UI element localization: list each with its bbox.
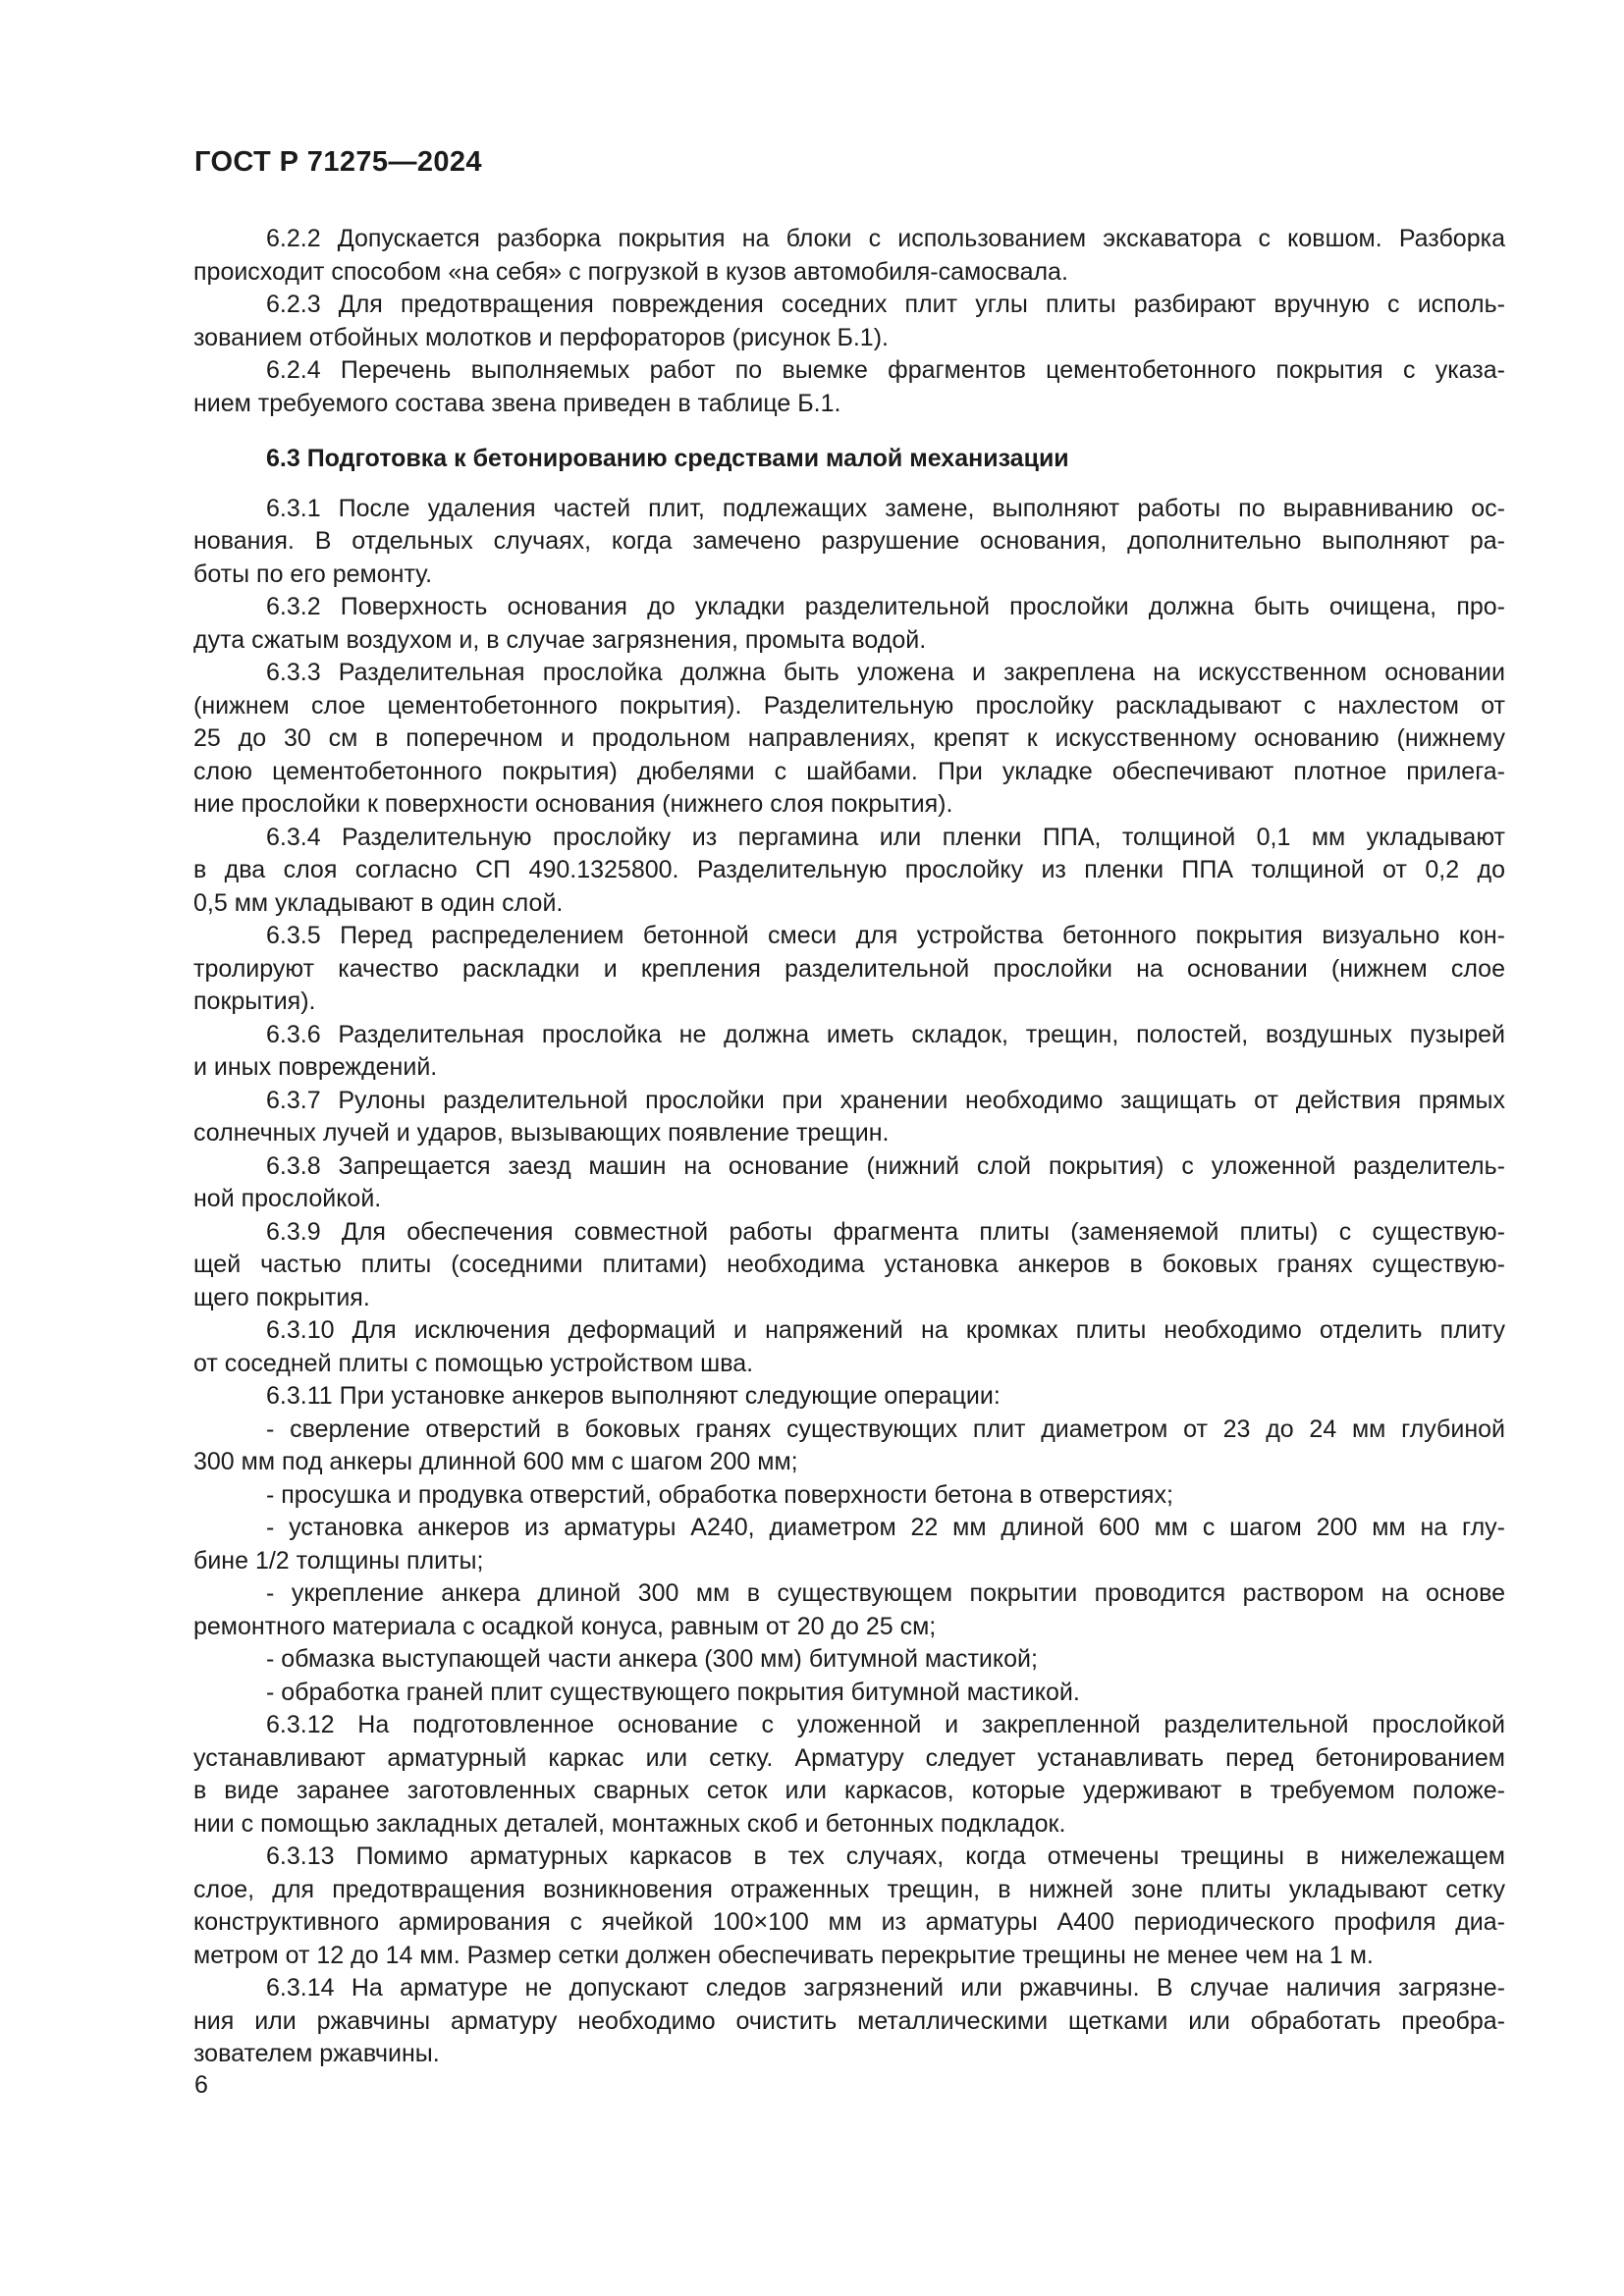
text-line: зователем ржавчины. bbox=[193, 2040, 440, 2067]
text-line: 6.2.4 Перечень выполняемых работ по выемке фрагментов цементобетонного покрытия с указа- bbox=[266, 356, 1505, 384]
section-heading: 6.3 Подготовка к бетонированию средствами малой механизации bbox=[266, 445, 1069, 472]
list-item-line: бине 1/2 толщины плиты; bbox=[193, 1546, 484, 1575]
text-line: слое, для предотвращения возникновения отраженных трещин, в нижней зоне плиты укладывают сетку bbox=[193, 1875, 1505, 1903]
text-line: 6.3.10 Для исключения деформаций и напряжений на кромках плиты необходимо отделить плиту bbox=[266, 1316, 1505, 1344]
list-item-line: - просушка и продувка отверстий, обработка поверхности бетона в отверстиях; bbox=[266, 1480, 1173, 1509]
text-line: солнечных лучей и ударов, вызывающих появление трещин. bbox=[193, 1119, 890, 1147]
running-header: ГОСТ Р 71275—2024 bbox=[194, 146, 482, 178]
text-line: слою цементобетонного покрытия) дюбелями с шайбами. При укладке обеспечивают плотное прилега- bbox=[193, 757, 1505, 785]
text-line: нии с помощью закладных деталей, монтажных скоб и бетонных подкладок. bbox=[193, 1809, 1066, 1838]
list-item-line: ремонтного материала с осадкой конуса, равным от 20 до 25 см; bbox=[193, 1612, 937, 1640]
text-line: в два слоя согласно СП 490.1325800. Разделительную прослойку из пленки ППА толщиной от 0,2 до bbox=[193, 856, 1505, 883]
text-line: 0,5 мм укладывают в один слой. bbox=[193, 888, 564, 917]
text-line: 6.3.5 Перед распределением бетонной смеси для устройства бетонного покрытия визуально кон- bbox=[266, 922, 1505, 949]
text-line: 6.3.1 После удаления частей плит, подлежащих замене, выполняют работы по выравниванию ос- bbox=[266, 494, 1505, 522]
text-line: 6.3.4 Разделительную прослойку из пергамина или пленки ППА, толщиной 0,1 мм укладывают bbox=[266, 823, 1505, 851]
text-line: метром от 12 до 14 мм. Размер сетки должен обеспечивать перекрытие трещины не менее чем на 1 м. bbox=[193, 1941, 1374, 1969]
text-line: покрытия). bbox=[193, 988, 316, 1015]
text-line: щего покрытия. bbox=[193, 1283, 370, 1311]
text-line: 6.3.8 Запрещается заезд машин на основание (нижний слой покрытия) с уложенной разделитель- bbox=[266, 1151, 1505, 1180]
text-line: происходит способом «на себя» с погрузкой в кузов автомобиля-самосвала. bbox=[193, 257, 1068, 286]
text-line: и иных повреждений. bbox=[193, 1053, 438, 1081]
text-line: 6.3.12 На подготовленное основание с уложенной и закрепленной разделительной прослойкой bbox=[266, 1711, 1505, 1738]
text-line: (нижнем слое цементобетонного покрытия). Разделительную прослойку раскладывают с нахлестом от bbox=[193, 691, 1505, 720]
text-line: конструктивного армирования с ячейкой 100×100 мм из арматуры А400 периодического профиля диа- bbox=[193, 1908, 1505, 1936]
text-line: дута сжатым воздухом и, в случае загрязнения, промыта водой. bbox=[193, 625, 927, 654]
text-line: 6.3.11 При установке анкеров выполняют следующие операции: bbox=[266, 1382, 1001, 1410]
list-item-line: 300 мм под анкеры длинной 600 мм с шагом 200 мм; bbox=[193, 1448, 798, 1475]
text-line: щей частью плиты (соседними плитами) необходима установка анкеров в боковых гранях существую- bbox=[193, 1251, 1505, 1278]
document-body bbox=[193, 223, 1505, 2071]
text-line: 6.3.6 Разделительная прослойка не должна иметь складок, трещин, полостей, воздушных пузырей bbox=[266, 1020, 1505, 1048]
text-line: нием требуемого состава звена приведен в таблице Б.1. bbox=[193, 389, 841, 417]
text-line: от соседней плиты с помощью устройством шва. bbox=[193, 1349, 754, 1377]
text-line: устанавливают арматурный каркас или сетку. Арматуру следует устанавливать перед бетонированием bbox=[193, 1743, 1505, 1772]
text-line: тролируют качество раскладки и крепления разделительной прослойки на основании (нижнем слое bbox=[193, 954, 1505, 983]
text-line: 6.3.2 Поверхность основания до укладки разделительной прослойки должна быть очищена, про- bbox=[266, 593, 1505, 620]
text-line: ной прослойкой. bbox=[193, 1185, 382, 1212]
text-line: 6.2.3 Для предотвращения повреждения соседних плит углы плиты разбирают вручную с исполь- bbox=[266, 291, 1505, 318]
list-item-line: - обработка граней плит существующего покрытия битумной мастикой. bbox=[266, 1678, 1080, 1706]
text-line: зованием отбойных молотков и перфораторов (рисунок Б.1). bbox=[193, 323, 889, 351]
text-line: боты по его ремонту. bbox=[193, 560, 433, 588]
text-line: 6.3.3 Разделительная прослойка должна быть уложена и закреплена на искусственном основании bbox=[266, 659, 1505, 686]
text-line: ние прослойки к поверхности основания (нижнего слоя покрытия). bbox=[193, 790, 953, 818]
text-line: 6.3.13 Помимо арматурных каркасов в тех случаях, когда отмечены трещины в нижележащем bbox=[266, 1842, 1505, 1870]
text-line: 6.3.9 Для обеспечения совместной работы фрагмента плиты (заменяемой плиты) с существую- bbox=[266, 1217, 1505, 1246]
page-number: 6 bbox=[194, 2071, 208, 2099]
list-item-line: - укрепление анкера длиной 300 мм в существующем покрытии проводится раствором на основе bbox=[266, 1579, 1505, 1607]
text-line: нования. В отдельных случаях, когда замечено разрушение основания, дополнительно выполняют ра- bbox=[193, 527, 1505, 555]
text-line: 25 до 30 см в поперечном и продольном направлениях, крепят к искусственному основанию (нижнему bbox=[193, 724, 1505, 752]
text-line: 6.3.14 На арматуре не допускают следов загрязнений или ржавчины. В случае наличия загрязне- bbox=[266, 1974, 1505, 2002]
text-line: 6.3.7 Рулоны разделительной прослойки при хранении необходимо защищать от действия прямых bbox=[266, 1086, 1505, 1114]
list-item-line: - установка анкеров из арматуры А240, диаметром 22 мм длиной 600 мм с шагом 200 мм на глу- bbox=[266, 1514, 1505, 1541]
text-line: в виде заранее заготовленных сварных сеток или каркасов, которые удерживают в требуемом положе- bbox=[193, 1777, 1505, 1804]
list-item-line: - сверление отверстий в боковых гранях существующих плит диаметром от 23 до 24 мм глубиной bbox=[266, 1415, 1505, 1443]
text-line: 6.2.2 Допускается разборка покрытия на блоки с использованием экскаватора с ковшом. Разборка bbox=[266, 225, 1505, 252]
list-item-line: - обмазка выступающей части анкера (300 мм) битумной мастикой; bbox=[266, 1645, 1038, 1673]
text-line: ния или ржавчины арматуру необходимо очистить металлическими щетками или обработать преобра- bbox=[193, 2006, 1505, 2035]
